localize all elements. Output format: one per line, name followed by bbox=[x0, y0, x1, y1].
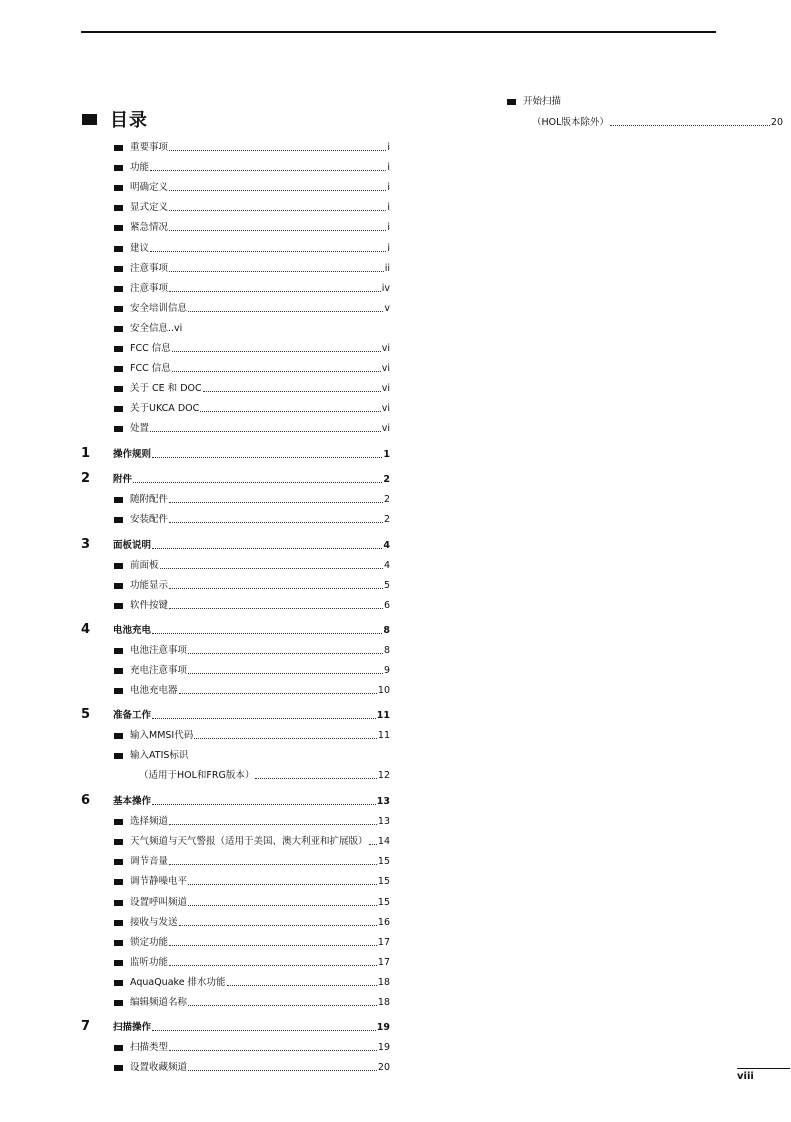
dot-leader bbox=[169, 150, 386, 151]
entry-page: i bbox=[387, 202, 390, 214]
dot-leader bbox=[169, 210, 386, 211]
bullet-square bbox=[114, 688, 123, 694]
bullet-square bbox=[114, 603, 123, 609]
entry-page: 20 bbox=[770, 117, 783, 128]
bullet-square bbox=[114, 960, 123, 966]
toc-item[interactable] bbox=[114, 956, 390, 969]
toc-item[interactable] bbox=[114, 729, 390, 742]
entry-label: 建议 bbox=[130, 242, 150, 254]
toc-item[interactable] bbox=[114, 559, 390, 572]
entry-label: 输入ATIS标识 bbox=[130, 750, 189, 762]
toc-chapter[interactable] bbox=[113, 539, 390, 552]
toc-chapter[interactable] bbox=[113, 795, 390, 808]
entry-label: 安装配件 bbox=[130, 514, 169, 526]
dot-leader bbox=[169, 291, 381, 292]
entry-label: 选择频道 bbox=[130, 816, 169, 828]
dot-leader bbox=[188, 1070, 377, 1071]
bullet-square bbox=[114, 225, 123, 231]
entry-page: 10 bbox=[377, 685, 390, 697]
dot-leader bbox=[150, 251, 386, 252]
toc-item[interactable] bbox=[114, 201, 390, 214]
dot-leader bbox=[152, 457, 382, 458]
entry-label: 注意事项 bbox=[130, 282, 169, 294]
toc-item[interactable] bbox=[114, 855, 390, 868]
entry-label: 扫描类型 bbox=[130, 1042, 169, 1054]
entry-page: vi bbox=[381, 403, 390, 415]
entry-label: 紧急情况 bbox=[130, 222, 169, 234]
bullet-square bbox=[114, 366, 123, 372]
toc-item[interactable] bbox=[114, 875, 390, 888]
toc-chapter[interactable] bbox=[113, 473, 390, 486]
dot-leader bbox=[369, 844, 377, 845]
bullet-square bbox=[114, 185, 123, 191]
dot-leader bbox=[169, 864, 377, 865]
toc-item[interactable] bbox=[114, 493, 390, 506]
toc-item[interactable] bbox=[114, 644, 390, 657]
entry-page: 13 bbox=[377, 816, 390, 828]
toc-item[interactable] bbox=[114, 322, 390, 335]
dot-leader bbox=[169, 190, 386, 191]
entry-page: i bbox=[387, 242, 390, 254]
entry-page: 15 bbox=[377, 896, 390, 908]
entry-page: 17 bbox=[377, 956, 390, 968]
entry-label: 附件 bbox=[113, 474, 133, 485]
page-number: viii bbox=[737, 1071, 754, 1082]
dot-leader bbox=[188, 673, 383, 674]
entry-label: 面板说明 bbox=[113, 540, 152, 551]
entry-label: 准备工作 bbox=[113, 710, 152, 721]
top-rule bbox=[81, 31, 716, 33]
dot-leader bbox=[152, 804, 376, 805]
bullet-square bbox=[114, 733, 123, 739]
entry-page: 2 bbox=[383, 494, 390, 506]
entry-page: 15 bbox=[377, 876, 390, 888]
chapter-number: 5 bbox=[81, 707, 91, 722]
bullet-square bbox=[114, 266, 123, 272]
bullet-square bbox=[114, 326, 123, 332]
dot-leader bbox=[150, 431, 381, 432]
entry-page: 13 bbox=[376, 796, 390, 807]
dot-leader bbox=[188, 905, 377, 906]
footer-rule bbox=[737, 1068, 790, 1069]
dot-leader bbox=[188, 311, 383, 312]
dot-leader bbox=[200, 411, 380, 412]
dot-leader bbox=[169, 945, 377, 946]
chapter-number: 7 bbox=[81, 1019, 91, 1034]
entry-page: vi bbox=[381, 363, 390, 375]
toc-heading bbox=[82, 106, 148, 132]
bullet-square bbox=[114, 406, 123, 412]
dot-leader bbox=[179, 925, 377, 926]
entry-label: 显式定义 bbox=[130, 202, 169, 214]
toc-item[interactable] bbox=[532, 116, 783, 129]
bullet-square bbox=[507, 99, 516, 105]
toc-chapter[interactable] bbox=[113, 1021, 390, 1034]
dot-leader bbox=[152, 548, 382, 549]
entry-page: 20 bbox=[377, 1062, 390, 1074]
bullet-square bbox=[114, 668, 123, 674]
entry-page: 18 bbox=[377, 976, 390, 988]
entry-page: 14 bbox=[377, 836, 390, 848]
toc-item[interactable] bbox=[114, 599, 390, 612]
toc-chapter[interactable] bbox=[113, 709, 390, 722]
entry-page: 6 bbox=[383, 600, 390, 612]
toc-item[interactable] bbox=[114, 262, 390, 275]
toc-item[interactable] bbox=[114, 302, 390, 315]
dot-leader bbox=[152, 633, 382, 634]
bullet-square bbox=[114, 980, 123, 986]
entry-page: 19 bbox=[376, 1022, 390, 1033]
toc-item[interactable] bbox=[114, 579, 390, 592]
heading-bullet bbox=[82, 114, 97, 125]
bullet-square bbox=[114, 920, 123, 926]
entry-page: 2 bbox=[383, 514, 390, 526]
chapter-number: 3 bbox=[81, 537, 91, 552]
entry-label: 编辑频道名称 bbox=[130, 997, 188, 1008]
toc-item[interactable] bbox=[114, 936, 390, 949]
entry-page: 4 bbox=[383, 540, 390, 551]
bullet-square bbox=[114, 839, 123, 845]
dot-leader bbox=[203, 391, 381, 392]
entry-label: 重要事项 bbox=[130, 142, 169, 153]
entry-page: 4 bbox=[383, 560, 390, 572]
entry-label: 功能显示 bbox=[130, 580, 169, 592]
toc-item[interactable] bbox=[114, 1061, 390, 1074]
entry-label: 设置收藏频道 bbox=[130, 1062, 188, 1074]
toc-item[interactable] bbox=[114, 242, 390, 255]
toc-item[interactable] bbox=[114, 141, 390, 154]
bullet-square bbox=[114, 286, 123, 292]
toc-item[interactable] bbox=[114, 749, 390, 762]
toc-item[interactable] bbox=[114, 282, 390, 295]
bullet-square bbox=[114, 879, 123, 885]
dot-leader bbox=[169, 230, 386, 231]
entry-label: 接收与发送 bbox=[130, 916, 178, 928]
entry-page: i bbox=[387, 142, 390, 153]
toc-item[interactable] bbox=[114, 916, 390, 929]
entry-label: 安全培训信息 bbox=[130, 302, 188, 314]
bullet-square bbox=[114, 517, 123, 523]
dot-leader bbox=[169, 588, 383, 589]
entry-page: i bbox=[387, 162, 390, 174]
entry-label: 充电注意事项 bbox=[130, 665, 188, 677]
bullet-square bbox=[114, 497, 123, 503]
chapter-number: 4 bbox=[81, 622, 91, 637]
entry-page: iv bbox=[381, 282, 390, 294]
dot-leader bbox=[169, 965, 377, 966]
toc-item[interactable] bbox=[114, 996, 390, 1009]
entry-label: 软件按键 bbox=[130, 600, 169, 612]
entry-label: 操作规则 bbox=[113, 449, 152, 460]
entry-page: vi bbox=[381, 423, 390, 435]
entry-page: 11 bbox=[377, 730, 390, 742]
toc-item[interactable] bbox=[507, 95, 783, 108]
entry-label: 随附配件 bbox=[130, 494, 169, 506]
bullet-square bbox=[114, 386, 123, 392]
entry-page: v bbox=[384, 302, 390, 314]
entry-label: 锁定功能 bbox=[130, 936, 169, 948]
entry-label: 输入MMSI代码 bbox=[130, 730, 194, 742]
dot-leader bbox=[194, 738, 377, 739]
dot-leader bbox=[169, 1050, 377, 1051]
dot-leader bbox=[188, 1005, 377, 1006]
bullet-square bbox=[114, 246, 123, 252]
bullet-square bbox=[114, 940, 123, 946]
entry-label: 调节静噪电平 bbox=[130, 876, 188, 888]
bullet-square bbox=[114, 165, 123, 171]
dot-leader bbox=[150, 170, 386, 171]
entry-label: 调节音量 bbox=[130, 856, 169, 868]
bullet-square bbox=[114, 900, 123, 906]
toc-chapter[interactable] bbox=[113, 448, 390, 461]
dot-leader bbox=[172, 351, 381, 352]
entry-label: FCC 信息 bbox=[130, 343, 171, 354]
entry-page: 11 bbox=[376, 710, 390, 721]
entry-page: i bbox=[387, 222, 390, 234]
entry-label: 功能 bbox=[130, 162, 150, 174]
bullet-square bbox=[114, 1065, 123, 1071]
toc-item[interactable] bbox=[114, 1041, 390, 1054]
toc-item[interactable] bbox=[114, 221, 390, 234]
bullet-square bbox=[114, 563, 123, 569]
entry-label: （HOL版本除外） bbox=[532, 117, 609, 128]
entry-label: 监听功能 bbox=[130, 956, 169, 968]
entry-label: 电池充电器 bbox=[130, 685, 178, 697]
entry-page: 18 bbox=[377, 997, 390, 1008]
entry-label: 天气频道与天气警报（适用于美国、澳大利亚和扩展版） bbox=[130, 836, 368, 848]
entry-page: i bbox=[387, 182, 390, 194]
dot-leader bbox=[169, 824, 377, 825]
dot-leader bbox=[172, 371, 381, 372]
entry-page: 16 bbox=[377, 916, 390, 928]
entry-page: 8 bbox=[383, 645, 390, 657]
dot-leader bbox=[133, 482, 382, 483]
bullet-square bbox=[114, 205, 123, 211]
entry-page: 5 bbox=[383, 580, 390, 592]
bullet-square bbox=[114, 819, 123, 825]
bullet-square bbox=[114, 346, 123, 352]
dot-leader bbox=[169, 608, 383, 609]
dot-leader bbox=[255, 778, 377, 779]
entry-page: ii bbox=[384, 262, 390, 274]
dot-leader bbox=[610, 125, 770, 126]
bullet-square bbox=[114, 648, 123, 654]
entry-page: 19 bbox=[377, 1042, 390, 1054]
dot-leader bbox=[152, 718, 376, 719]
entry-page: 1 bbox=[383, 449, 390, 460]
entry-page: 12 bbox=[377, 770, 390, 782]
entry-label: 前面板 bbox=[130, 560, 159, 572]
chapter-number: 6 bbox=[81, 793, 91, 808]
toc-item[interactable] bbox=[114, 684, 390, 697]
entry-label: 处置 bbox=[130, 423, 150, 435]
entry-label: 关于 CE 和 DOC bbox=[130, 383, 202, 395]
toc-item[interactable] bbox=[114, 815, 390, 828]
entry-label: 设置呼叫频道 bbox=[130, 896, 188, 908]
toc-item[interactable] bbox=[114, 382, 390, 395]
entry-label: 电池充电 bbox=[113, 625, 152, 636]
bullet-square bbox=[114, 859, 123, 865]
toc-chapter[interactable] bbox=[113, 624, 390, 637]
entry-label: （适用于HOL和FRG版本） bbox=[139, 770, 255, 782]
dot-leader bbox=[169, 271, 384, 272]
entry-page: vi bbox=[381, 383, 390, 395]
bullet-square bbox=[114, 426, 123, 432]
dot-leader bbox=[169, 522, 383, 523]
toc-item[interactable] bbox=[114, 513, 390, 526]
toc-item[interactable] bbox=[114, 342, 390, 355]
toc-item[interactable] bbox=[114, 896, 390, 909]
entry-label: 扫描操作 bbox=[113, 1022, 152, 1033]
bullet-square bbox=[114, 1045, 123, 1051]
entry-page: 9 bbox=[383, 665, 390, 677]
bullet-square bbox=[114, 145, 123, 151]
entry-page: 2 bbox=[383, 474, 390, 485]
toc-item[interactable] bbox=[114, 161, 390, 174]
bullet-square bbox=[114, 306, 123, 312]
entry-label: 电池注意事项 bbox=[130, 645, 188, 657]
toc-item[interactable] bbox=[139, 769, 390, 782]
entry-page: 8 bbox=[383, 625, 390, 636]
entry-label: 安全信息..vi bbox=[130, 322, 183, 334]
dot-leader bbox=[227, 985, 377, 986]
toc-item[interactable] bbox=[114, 835, 390, 848]
entry-page: vi bbox=[381, 343, 390, 354]
chapter-number: 1 bbox=[81, 446, 91, 461]
entry-label: 明确定义 bbox=[130, 182, 169, 194]
entry-label: 基本操作 bbox=[113, 796, 152, 807]
entry-label: 关于UKCA DOC bbox=[130, 403, 200, 415]
bullet-square bbox=[114, 1000, 123, 1006]
dot-leader bbox=[169, 502, 383, 503]
entry-page: 17 bbox=[377, 936, 390, 948]
toc-item[interactable] bbox=[114, 976, 390, 989]
entry-label: 开始扫描 bbox=[523, 96, 562, 107]
entry-label: AquaQuake 排水功能 bbox=[130, 976, 226, 988]
dot-leader bbox=[188, 884, 377, 885]
bullet-square bbox=[114, 583, 123, 589]
toc-item[interactable] bbox=[114, 422, 390, 435]
dot-leader bbox=[152, 1030, 376, 1031]
dot-leader bbox=[188, 653, 383, 654]
bullet-square bbox=[114, 753, 123, 759]
chapter-number: 2 bbox=[81, 471, 91, 486]
dot-leader bbox=[160, 568, 383, 569]
toc-item[interactable] bbox=[114, 402, 390, 415]
toc-item[interactable] bbox=[114, 664, 390, 677]
toc-item[interactable] bbox=[114, 362, 390, 375]
toc-item[interactable] bbox=[114, 181, 390, 194]
entry-label: FCC 信息 bbox=[130, 363, 171, 375]
entry-page: 15 bbox=[377, 856, 390, 868]
dot-leader bbox=[179, 693, 377, 694]
toc-title: 目录 bbox=[110, 110, 148, 131]
entry-label: 注意事项 bbox=[130, 262, 169, 274]
